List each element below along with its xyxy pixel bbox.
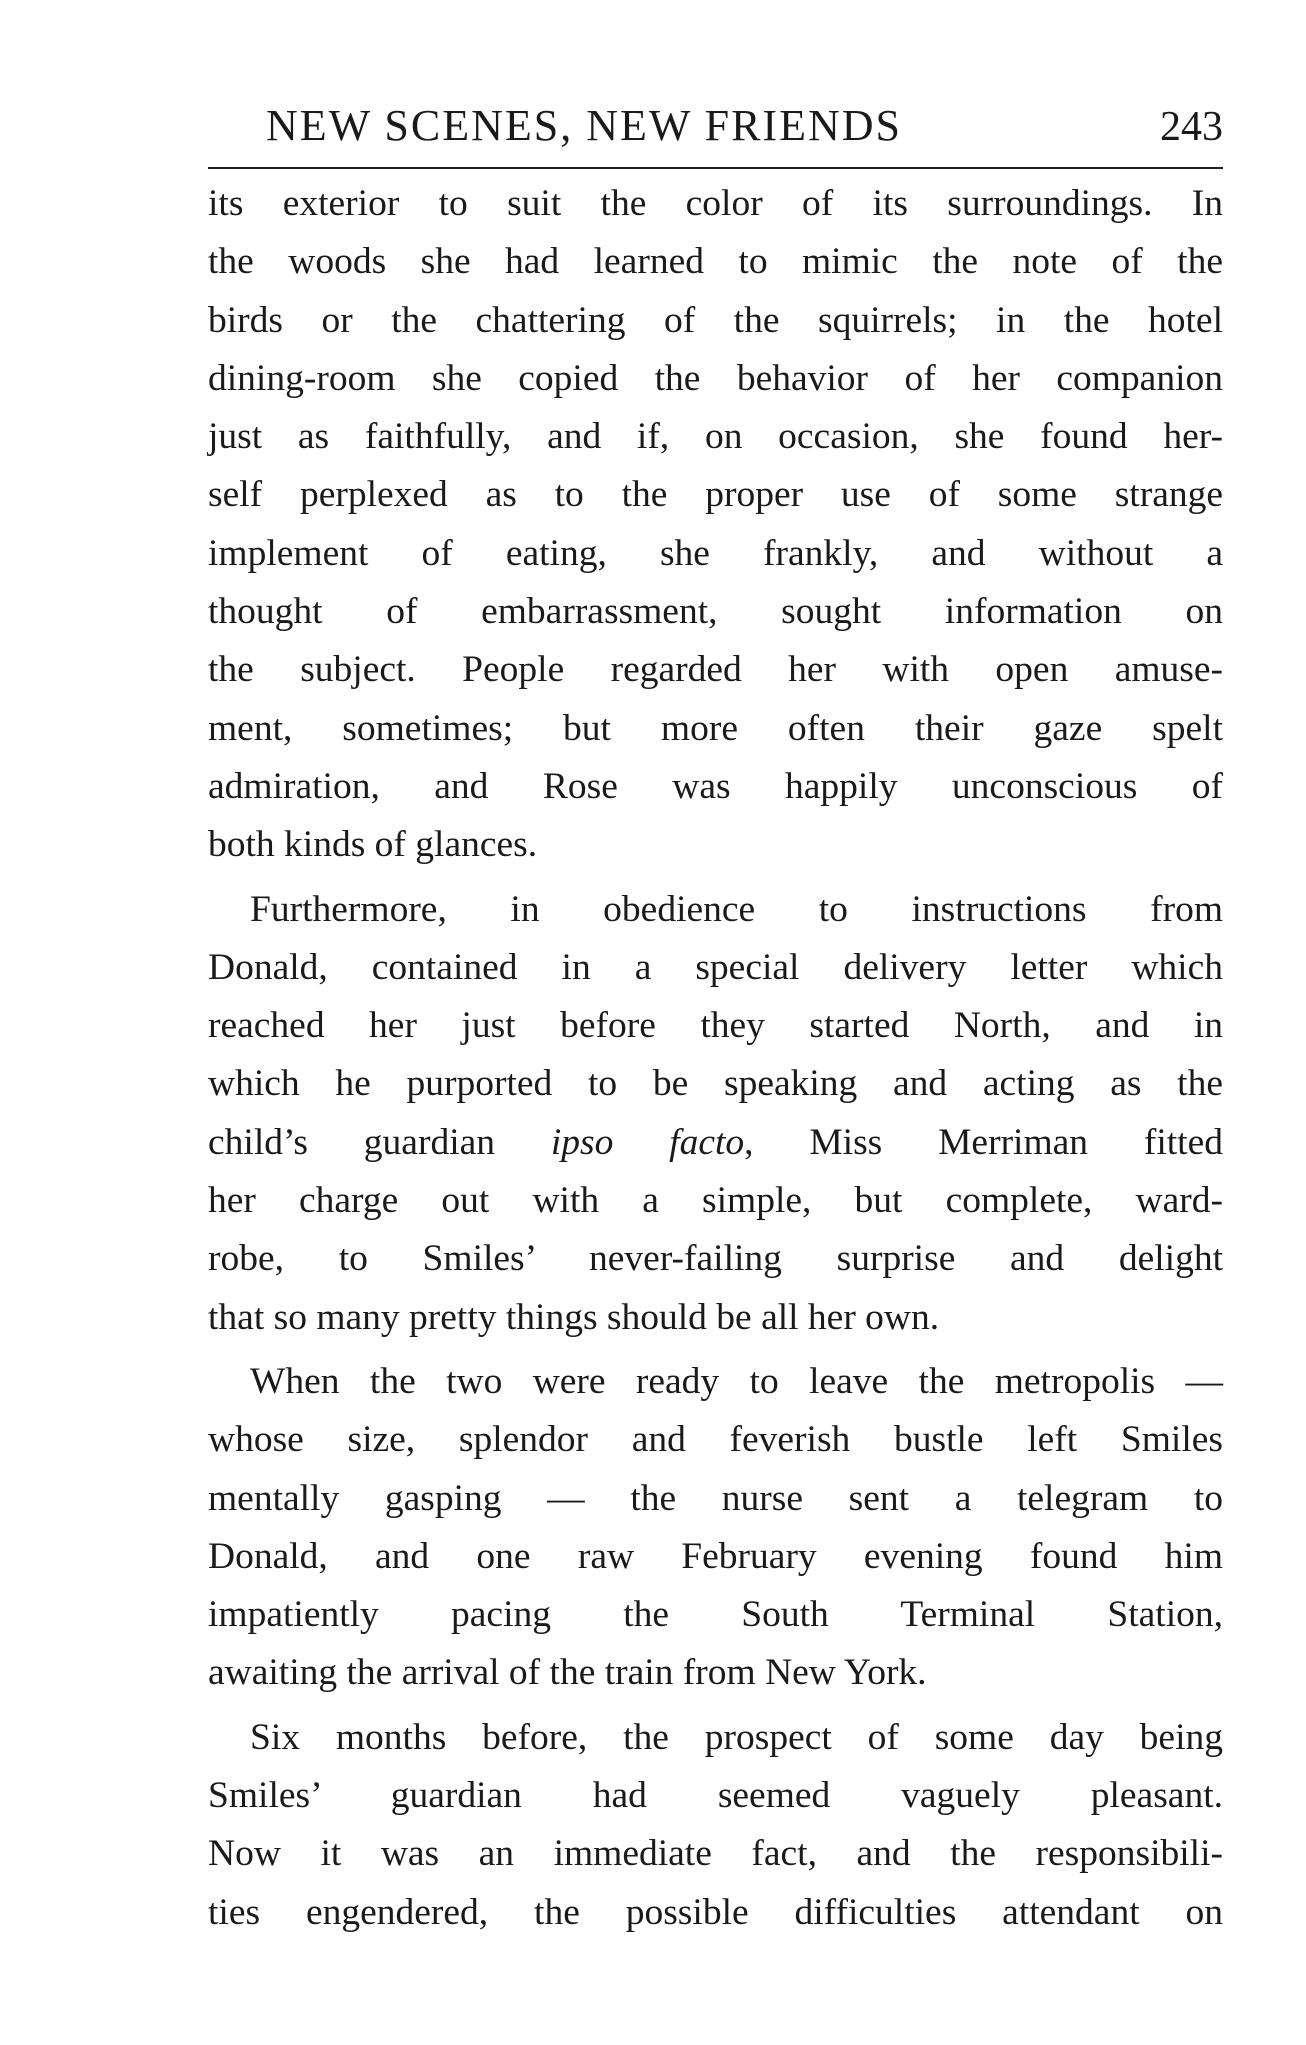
text-line: admiration, and Rose was happily unconscious of: [208, 765, 1223, 807]
body-text: [208, 175, 1223, 1942]
running-head: [208, 100, 1223, 169]
text-line-with-italic: [208, 1114, 1223, 1172]
text-line: Six months before, the prospect of some day being: [250, 1716, 1223, 1758]
italic-phrase: ipso facto: [550, 1121, 745, 1163]
text-line: her charge out with a simple, but complete, ward-: [208, 1180, 1223, 1222]
text-line: dining-room she copied the behavior of her companion: [208, 357, 1223, 399]
text-line: that so many pretty things should be all her own.: [208, 1296, 940, 1338]
text-run: , Miss Merriman fitted: [744, 1121, 1223, 1163]
paragraph-3: [208, 1353, 1223, 1703]
text-line: ment, sometimes; but more often their gaze spelt: [208, 707, 1223, 749]
text-line: awaiting the arrival of the train from New York.: [208, 1652, 927, 1694]
text-line: Smiles’ guardian had seemed vaguely pleasant.: [208, 1775, 1223, 1817]
text-line: the woods she had learned to mimic the note of the: [208, 241, 1223, 283]
text-line: implement of eating, she frankly, and without a: [208, 532, 1223, 574]
text-line: self perplexed as to the proper use of some strange: [208, 474, 1223, 516]
paragraph-1: [208, 175, 1223, 875]
chapter-title: NEW SCENES, NEW FRIENDS: [266, 101, 902, 150]
paragraph-4: [208, 1709, 1223, 1942]
text-line: Furthermore, in obedience to instructions from: [250, 888, 1223, 930]
text-line: impatiently pacing the South Terminal Station,: [208, 1594, 1223, 1636]
text-line: mentally gasping — the nurse sent a telegram to: [208, 1477, 1223, 1519]
text-line: which he purported to be speaking and acting as the: [208, 1063, 1223, 1105]
text-line: Now it was an immediate fact, and the responsibili-: [208, 1833, 1223, 1875]
text-line: robe, to Smiles’ never-failing surprise and delight: [208, 1238, 1223, 1280]
text-line: reached her just before they started North, and in: [208, 1005, 1223, 1047]
text-line: birds or the chattering of the squirrels; in the hotel: [208, 299, 1223, 341]
text-line: the subject. People regarded her with open amuse-: [208, 649, 1223, 691]
text-line: thought of embarrassment, sought information on: [208, 591, 1223, 633]
text-line: just as faithfully, and if, on occasion, she found her-: [208, 416, 1223, 458]
text-line: When the two were ready to leave the metropolis —: [250, 1360, 1223, 1402]
book-page: [208, 100, 1223, 1942]
text-run: child’s guardian: [208, 1121, 551, 1163]
text-line: ties engendered, the possible difficulties attendant on: [208, 1891, 1223, 1933]
text-line: Donald, and one raw February evening found him: [208, 1535, 1223, 1577]
text-line: its exterior to suit the color of its surroundings. In: [208, 183, 1223, 224]
page-number: 243: [1160, 104, 1223, 150]
text-line: Donald, contained in a special delivery letter which: [208, 946, 1223, 988]
text-line: whose size, splendor and feverish bustle left Smiles: [208, 1419, 1223, 1461]
text-line: both kinds of glances.: [208, 824, 538, 866]
paragraph-2: [208, 881, 1223, 1347]
